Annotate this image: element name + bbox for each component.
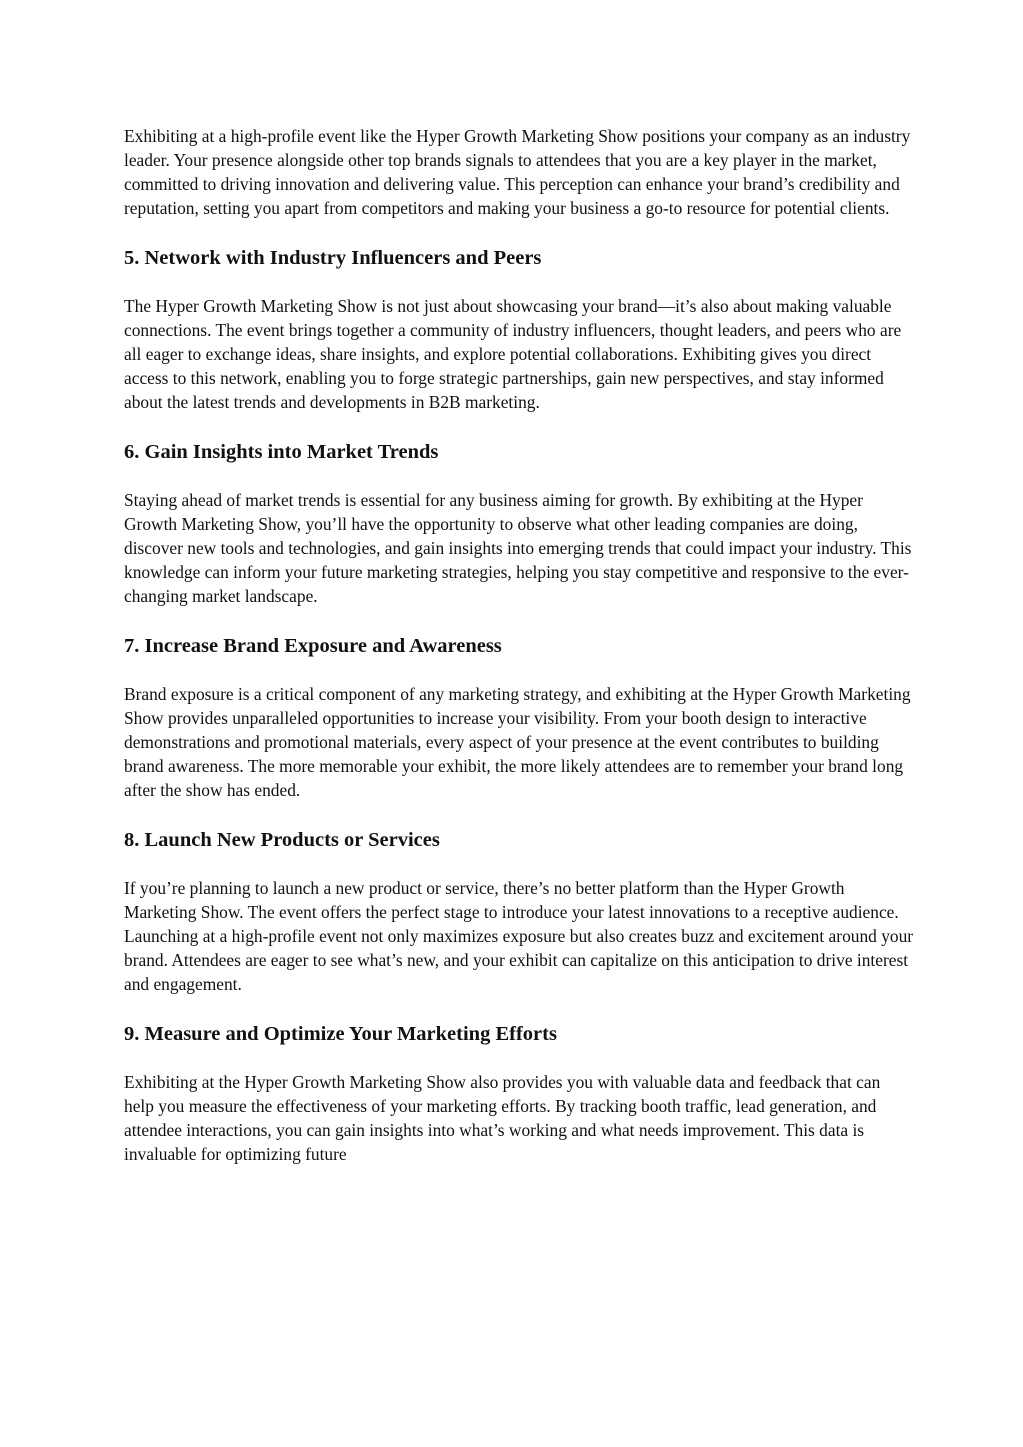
- section-body-network: The Hyper Growth Marketing Show is not just about showcasing your brand—it’s also about making valuable connections. The event brings together a community of industry influencers, thought leaders, and peers who are all eager to exchange ideas, share insights, and explore potential collaborations. Exhibiting gives you direct access to this network, enabling you to forge strategic partnerships, gain new perspectives, and stay informed about the latest trends and developments in B2B marketing.: [124, 296, 902, 412]
- section-body-market-trends: Staying ahead of market trends is essential for any business aiming for growth. By exhibiting at the Hyper Growth Marketing Show, you’ll have the opportunity to observe what other leading companies are doing, discover new tools and technologies, and gain insights into emerging trends that could impact your industry. This knowledge can inform your future marketing strategies, helping you stay competitive and responsive to the ever-changing market landscape.: [124, 490, 912, 606]
- section-heading-launch-products: 8. Launch New Products or Services: [124, 829, 440, 851]
- intro-paragraph: Exhibiting at a high-profile event like the Hyper Growth Marketing Show positions your company as an industry leader. Your presence alongside other top brands signals to attendees that you are a key player in the market, committed to driving innovation and delivering value. This perception can enhance your brand’s credibility and reputation, setting you apart from competitors and making your business a go-to resource for potential clients.: [124, 126, 911, 218]
- section-heading-brand-exposure: 7. Increase Brand Exposure and Awareness: [124, 635, 502, 657]
- document-page: [124, 124, 914, 1166]
- section-heading-market-trends: 6. Gain Insights into Market Trends: [124, 441, 439, 463]
- section-heading-measure-optimize: 9. Measure and Optimize Your Marketing Efforts: [124, 1023, 557, 1045]
- section-heading-network: 5. Network with Industry Influencers and Peers: [124, 247, 542, 269]
- section-body-measure-optimize: Exhibiting at the Hyper Growth Marketing Show also provides you with valuable data and feedback that can help you measure the effectiveness of your marketing efforts. By tracking booth traffic, lead generation, and attendee interactions, you can gain insights into what’s working and what needs improvement. This data is invaluable for optimizing future: [124, 1072, 881, 1164]
- section-body-launch-products: If you’re planning to launch a new product or service, there’s no better platform than the Hyper Growth Marketing Show. The event offers the perfect stage to introduce your latest innovations to a receptive audience. Launching at a high-profile event not only maximizes exposure but also creates buzz and excitement around your brand. Attendees are eager to see what’s new, and your exhibit can capitalize on this anticipation to drive interest and engagement.: [124, 878, 914, 994]
- section-body-brand-exposure: Brand exposure is a critical component of any marketing strategy, and exhibiting at the Hyper Growth Marketing Show provides unparalleled opportunities to increase your visibility. From your booth design to interactive demonstrations and promotional materials, every aspect of your presence at the event contributes to building brand awareness. The more memorable your exhibit, the more likely attendees are to remember your brand long after the show has ended.: [124, 684, 911, 800]
